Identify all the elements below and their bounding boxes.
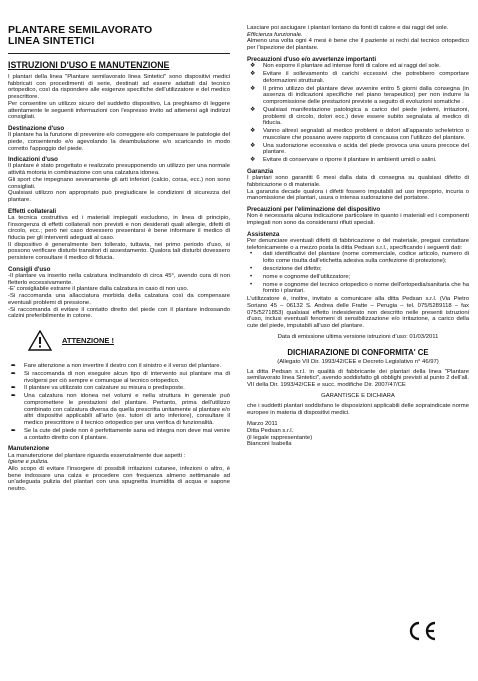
- issue-date: Data di emissione ultima versione istruzioni d'uso: 01/03/2011: [277, 333, 439, 340]
- usage-tip: -Si raccomanda una allacciatura morbida della calzatura così da compensare eventuali problemi di pressione.: [8, 293, 230, 306]
- arrow-icon: ➨: [11, 370, 17, 377]
- precaution-item: ❖ Non esporre il plantare ad intense fonti di calore ed ai raggi del sole.: [250, 63, 441, 70]
- intro-paragraph-1: I plantari della linea "Plantare semilavorato linea Sintetici" sono dispositivi medici fabbricati con procedimenti di serie, destinati ad essere adattati dal tecnico ortopedico, così da rispondere alle esigenze specifiche dell'utilizzatore e del medico prescrittore.: [8, 74, 230, 101]
- title-line-2: LINEA SINTETICI: [8, 35, 95, 47]
- declaration-subtitle: (Allegato VII Dir. 1993/42/CEE e Decreto Legislativo n° 46/97): [277, 358, 439, 365]
- warranty-heading: Garanzia: [247, 167, 274, 175]
- left-column: [8, 0, 230, 493]
- drying-text: Lasciare poi asciugare i plantari lontano da fonti di calore e dai raggi del sole.: [247, 25, 449, 31]
- arrow-icon: ➨: [11, 385, 17, 392]
- side-effects-text-1: La tecnica costruttiva ed i materiali impiegati escludono, in linea di principio, l'insorgenza di effetti collaterali non previsti e non desiderati quali allergie, difetti di circolo, ecc.; però nei caso dovessero presentarsi è bene informare il medico di fiducia per gli interventi adeguati al caso.: [8, 214, 230, 241]
- assistance-item: • dati identificativi del plantare (nome commerciale, codice articolo, numero di lotto come risulta dall'etichetta adesiva sulla confezione di protezione);: [250, 251, 469, 264]
- usage-tip: -Il plantare va inserito nella calzatura inclinandolo di circa 45°, avendo cura di non fletterlo eccessivamente.: [8, 272, 230, 286]
- arrow-icon: ➨: [11, 427, 17, 434]
- declaration-text: La ditta Pedsan s.r.l. in qualità di fabbricante dei plantari della linea "Plantare semilavorato linea Sintetici", avendo soddisfatto gli obblighi previsti al punto 2 dell'all. VII della Dir. 1993/42/CEE e succ. modifiche Dir. 2007/47/CE: [247, 368, 469, 389]
- title-line-1: PLANTARE SEMILAVORATO: [8, 24, 153, 36]
- diamond-bullet-icon: ❖: [250, 157, 256, 164]
- precaution-item: ❖ Vanno altresì segnalati al medico problemi o dolori all'apparato scheletrico o muscolare che possano avere rapporto di concausa con l'utilizzo del plantare.: [250, 128, 469, 141]
- indications-heading: Indicazioni d'uso: [8, 156, 58, 164]
- assistance-text-2: L'utilizzatore è, inoltre, invitato a comunicare alla ditta Pedsan s.r.l. (Via Pietro Soriano 45 – 06132 S. Andrea delle Fratte – Perugia – tel. 075/5289118 – fax 075/5271853) qualsiasi effetto indesiderato non descritto nelle presenti istruzioni d'uso, inclusi eventuali fenomeni di sensibilizzazione e/o irritazione, a carico della cute del piede, imputabili all'uso del plantare.: [247, 296, 469, 329]
- intro-paragraph-2: Per consentire un utilizzo sicuro del suddetto dispositivo, La preghiamo di leggere attentamente le seguenti informazioni con l'espresso invito ad attenersi agli indirizzi consigliati.: [8, 100, 230, 121]
- ce-mark-icon: [407, 620, 439, 642]
- guarantee-declaration: GARANTISCE E DICHIARA: [321, 392, 395, 399]
- disposal-heading: Precauzioni per l'eliminazione del dispositivo: [247, 206, 381, 213]
- attention-block: [28, 330, 230, 351]
- assistance-heading: Assistenza: [247, 230, 280, 238]
- efficiency-label: Efficienza funzionale.: [247, 31, 303, 38]
- dot-bullet-icon: •: [250, 281, 253, 288]
- title-rule: [8, 53, 230, 54]
- diamond-bullet-icon: ❖: [250, 128, 256, 135]
- signature-role: (il legale rappresentante): [247, 434, 313, 441]
- warning-item: ➨ Si raccomanda di non eseguire alcun tipo di intervento sui plantare ma di rivolgersi per ciò sempre e comunque al tecnico ortopedico.: [11, 370, 230, 384]
- dot-bullet-icon: •: [250, 273, 253, 280]
- document-subtitle: ISTRUZIONI D'USO E MANUTENZIONE: [8, 60, 170, 70]
- hygiene-label: Igiene e pulizia.: [8, 459, 49, 466]
- indications-text-3: Qualsiasi utilizzo non appropriato può pregiudicare le condizioni di sicurezza del plantare.: [8, 190, 230, 203]
- diamond-bullet-icon: ❖: [250, 85, 256, 92]
- warning-item: ➨ Una calzatura non idonea nei volumi e nella struttura in generale può compromettere le prestazioni del plantare. Pertanto, prima dell'utilizzo combinato con calzatura diversa da quella prescritta unitamente al plantare e/o altri dispositivi applicabili all'arto (es. tutori di arto inferiore), consultare il medico prescrittore o il tecnico ortopedico per una verifica di funzionalità.: [11, 393, 230, 427]
- warning-triangle-icon: [28, 330, 52, 351]
- maintenance-text-2: Allo scopo di evitare l'insorgere di possibili irritazioni cutanee, infezioni o altro, è bene indossare una calza e procedere con frequenza almeno settimanale ad un'adeguata pulizia del plantari con una spugnetta inumidita di acqua e sapone neutro.: [8, 466, 230, 493]
- warranty-text-1: I plantari sono garantiti 6 mesi dalla data di consegna su qualsiasi difetto di fabbricazione o di materiale.: [247, 175, 469, 188]
- signature-date: Marzo 2011: [247, 421, 278, 428]
- arrow-icon: ➨: [11, 393, 17, 400]
- indications-text-2: Gli sport che impegnano severamente gli arti inferiori (calcio, corsa, ecc.) non sono consigliati.: [8, 176, 230, 190]
- destination-heading: Destinazione d'uso: [8, 124, 65, 132]
- signature-name: Bianconi Isabella: [247, 441, 292, 448]
- arrow-icon: ➨: [11, 362, 17, 369]
- usage-tip: -Si raccomanda di evitare il contatto diretto del piede con il plantare indossando calzini preferibilmente in cotone.: [8, 306, 230, 320]
- side-effects-heading: Effetti collaterali: [8, 207, 57, 215]
- warning-item: ➨ Il plantare va utilizzato con calzature su misura o predisposte.: [11, 385, 185, 392]
- declaration-title: DICHIARAZIONE DI CONFORMITA' CE: [287, 347, 429, 357]
- usage-tip: -E' consigliabile estrarre il plantare dalla calzatura in caso di non uso.: [8, 286, 189, 293]
- assistance-item: • descrizione del difetto;: [250, 265, 322, 272]
- usage-tips-heading: Consigli d'uso: [8, 265, 51, 273]
- disposal-text: Non è necessaria alcuna indicazione particolare in quanto i materiali ed i componenti impiegati non sono da considerarsi rifiuti speciali.: [247, 213, 469, 226]
- warranty-text-2: La garanzia decade qualora i difetti fossero imputabili ad uso improprio, incuria o manomissione dei plantari, usura o intensa sudorazione del portatore.: [247, 188, 469, 202]
- diamond-bullet-icon: ❖: [250, 142, 256, 149]
- document-title: [8, 25, 230, 47]
- dot-bullet-icon: •: [250, 265, 253, 272]
- precautions-heading: Precauzioni d'uso e/o avvertenze importanti: [247, 55, 377, 63]
- warning-item: ➨ Fare attenzione a non invertire il destro con il sinistro e il verso del plantare.: [11, 362, 222, 369]
- precaution-item: ❖ Il primo utilizzo del plantare deve avvenire entro 5 giorni dalla consegna (in assenza di indicazioni specifiche nel piano terapeutico) per non indurre la compromissione delle prestazioni previste a seguito di evoluzioni somatiche .: [250, 85, 469, 105]
- indications-text-1: Il plantare è stato progettato e realizzato presupponendo un utilizzo per una normale attività motoria in combinazione con una calzatura idonea.: [8, 163, 230, 177]
- precaution-item: ❖ Evitare il sollevamento di carichi eccessivi che potrebbero comportare deformazioni strutturali.: [250, 70, 469, 84]
- side-effects-text-2: Il dispositivo è generalmente ben tollerato, tuttavia, nei primo periodo d'uso, si possono verificare disturbi transitori di assestamento. Qualora tali disturbi dovessero persistere consultare il medico di fiducia.: [8, 241, 230, 262]
- diamond-bullet-icon: ❖: [250, 70, 256, 77]
- maintenance-heading: Manutenzione: [8, 445, 50, 453]
- right-column: [247, 25, 469, 448]
- assistance-item: • nome e cognome dell'utilizzatore;: [250, 273, 351, 280]
- dot-bullet-icon: •: [250, 251, 253, 258]
- declaration-text-2: che i suddetti plantari soddisfano le disposizioni applicabili delle sopraindicate norme europee in materia di dispositivi medici.: [247, 402, 469, 416]
- precaution-item: ❖ Evitare di conservare o riporre il plantare in ambienti umidi o salini.: [250, 157, 437, 164]
- assistance-text: Per denunciare eventuali difetti di fabbricazione o del materiale, pregasi contattare telefonicamente o a mezzo posta la ditta Pedsan s.r.l., specificando i seguenti dati:: [247, 237, 469, 251]
- precaution-item: ❖ Qualsiasi manifestazione patologica a carico del piede (edemi, irritazioni, problemi di circolo, dolori ecc.) deve essere subito segnalata al medico di fiducia.: [250, 106, 469, 127]
- destination-text: Il plantare ha la funzione di prevenire e/o correggere e/o compensare le patologie del piede, consentendo e/o agevolando la deambulazione e/o scaricando in modo corretto l'appoggio del piede.: [8, 132, 230, 152]
- diamond-bullet-icon: ❖: [250, 106, 256, 113]
- diamond-bullet-icon: ❖: [250, 63, 256, 70]
- maintenance-text-1: La manutenzione del plantare riguarda essenzialmente due aspetti :: [8, 452, 186, 459]
- efficiency-text: Almeno una volta ogni 4 mesi è bene che il paziente si rechi dal tecnico ortopedico per l'ispezione del plantare.: [247, 38, 469, 52]
- assistance-item: • nome e cognome del tecnico ortopedico o nome dell'ortopedia/sanitaria che ha fornito i plantari.: [250, 281, 469, 295]
- precaution-item: ❖ Una sudorazione eccessiva o acida del piede provoca una usura precoce del plantare.: [250, 142, 469, 156]
- attention-label: ATTENZIONE !: [62, 335, 114, 345]
- signature-company: Ditta Pedsan s.r.l.: [247, 427, 294, 434]
- warning-item: ➨ Se la cute del piede non è perfettamente sana ed integra non deve mai venire a contatto diretto con il plantare.: [11, 427, 230, 441]
